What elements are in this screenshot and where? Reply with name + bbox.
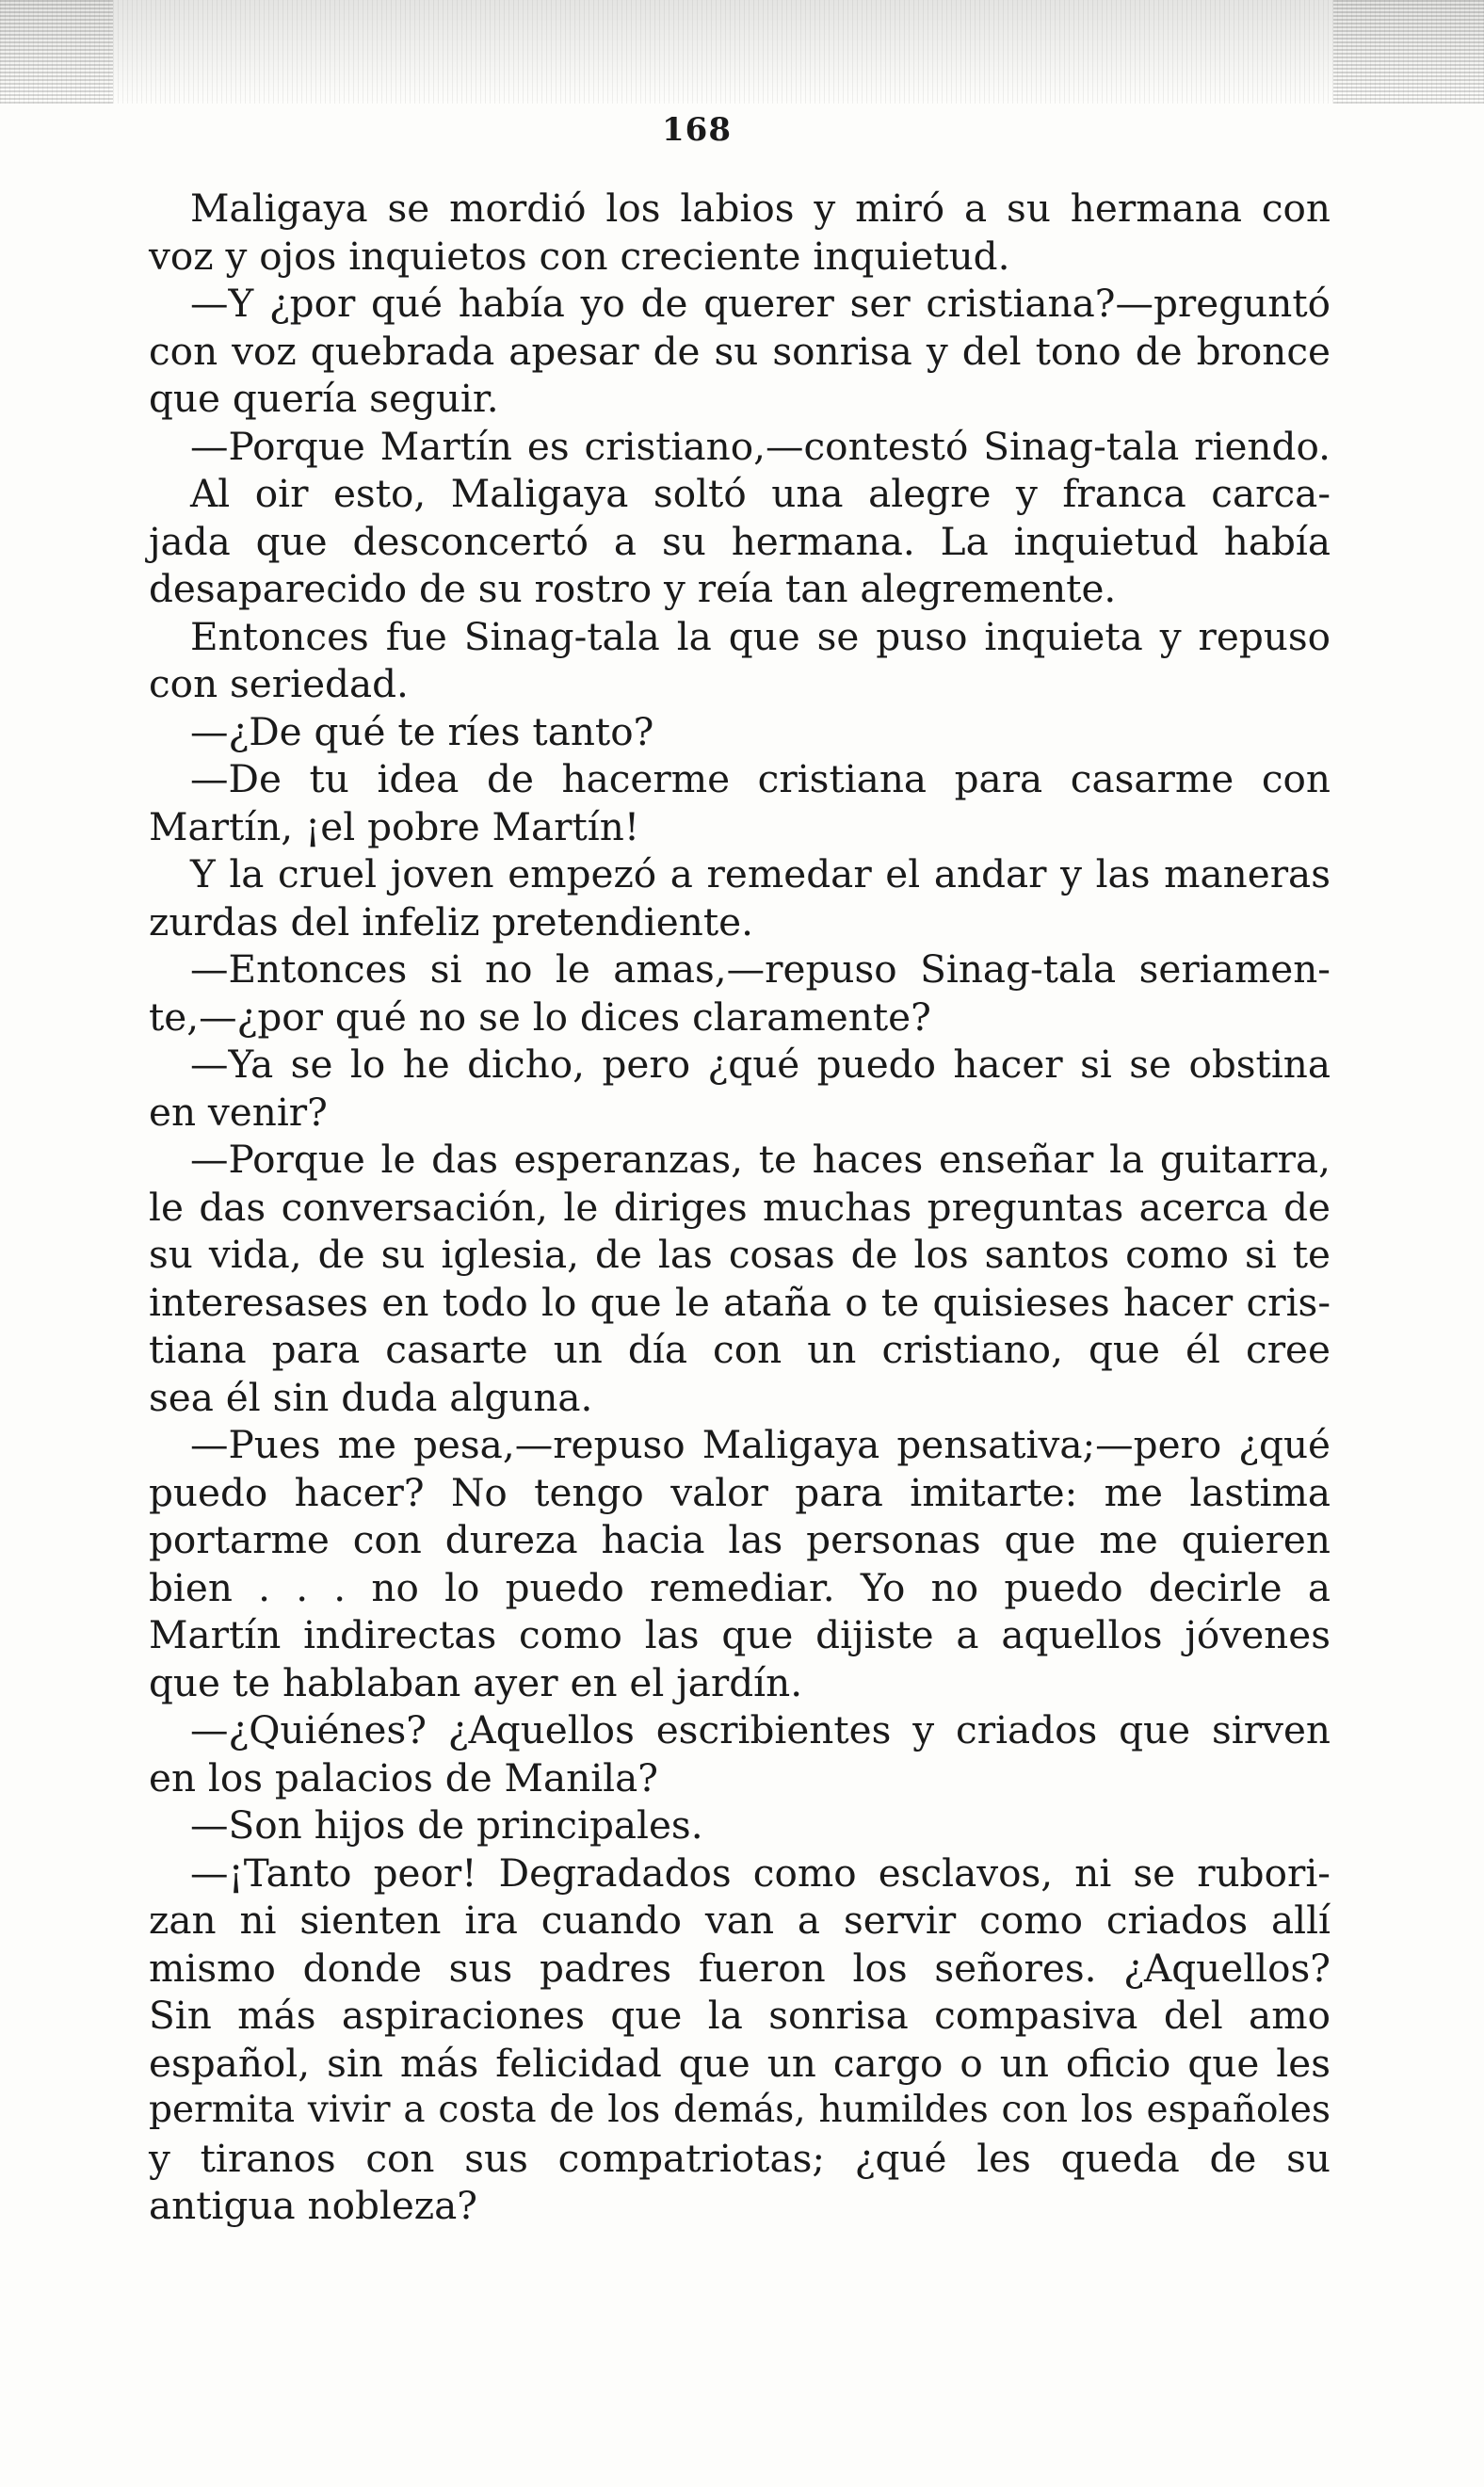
text-line: —¿Quiénes? ¿Aquellos escribientes y criados que sirven — [190, 1707, 1331, 1752]
text-line: zan ni sienten ira cuando van a servir como criados allí — [149, 1898, 1331, 1943]
text-line: mismo donde sus padres fueron los señores. ¿Aquellos? — [149, 1945, 1331, 1991]
text-line: —Porque Martín es cristiano,—contestó Sinag-tala riendo. — [190, 423, 1331, 469]
text-line: Entonces fue Sinag-tala la que se puso inquieta y repuso — [190, 613, 1331, 659]
body-text — [149, 185, 1331, 2230]
text-line: Y la cruel joven empezó a remedar el andar y las maneras — [190, 851, 1331, 896]
scan-edge-noise-right — [1333, 0, 1484, 104]
text-line: —Porque le das esperanzas, te haces enseñar la guitarra, — [190, 1137, 1331, 1182]
text-line: —Ya se lo he dicho, pero ¿qué puedo hacer si se obstina — [190, 1042, 1331, 1087]
text-line: antigua nobleza? — [149, 2183, 477, 2228]
text-line: en los palacios de Manila? — [149, 1754, 658, 1801]
text-line: te,—¿por qué no se lo dices claramente? — [149, 993, 931, 1040]
text-line: y tiranos con sus compatriotas; ¿qué les queda de su — [149, 2135, 1331, 2181]
text-line: —De tu idea de hacerme cristiana para casarme con — [190, 756, 1331, 801]
text-line: que quería seguir. — [149, 376, 499, 421]
text-line: —Son hijos de principales. — [190, 1802, 703, 1848]
text-line: en venir? — [149, 1089, 328, 1135]
text-line: Al oir esto, Maligaya soltó una alegre y franca carca- — [190, 471, 1331, 516]
scan-edge-noise — [0, 0, 1484, 104]
text-line: —Pues me pesa,—repuso Maligaya pensativa;—pero ¿qué — [190, 1422, 1331, 1467]
text-line: sea él sin duda alguna. — [149, 1374, 593, 1420]
text-line: permita vivir a costa de los demás, humildes con los españoles — [149, 2089, 1331, 2131]
text-line: desaparecido de su rostro y reía tan alegremente. — [149, 566, 1117, 611]
text-line: su vida, de su iglesia, de las cosas de los santos como si te — [149, 1232, 1331, 1277]
text-line: con voz quebrada apesar de su sonrisa y del tono de bronce — [149, 328, 1331, 374]
text-line: español, sin más felicidad que un cargo o un oficio que les — [149, 2040, 1331, 2086]
scan-edge-noise-left — [0, 0, 113, 104]
text-line: —Y ¿por qué había yo de querer ser cristiana?—preguntó — [190, 281, 1331, 326]
text-line: Martín, ¡el pobre Martín! — [149, 803, 640, 849]
text-line: —¡Tanto peor! Degradados como esclavos, ni se rubori- — [190, 1849, 1331, 1896]
text-line: puedo hacer? No tengo valor para imitarte: me lastima — [149, 1469, 1331, 1515]
text-line: —Entonces si no le amas,—repuso Sinag-tala seriamen- — [190, 946, 1331, 992]
text-line: Martín indirectas como las que dijiste a aquellos jóvenes — [149, 1612, 1331, 1657]
text-line: interesases en todo lo que le ataña o te quisieses hacer cris- — [149, 1279, 1331, 1325]
text-line: Sin más aspiraciones que la sonrisa compasiva del amo — [149, 1993, 1331, 2038]
text-line: —¿De qué te ríes tanto? — [190, 708, 654, 754]
page-number: 168 — [662, 111, 732, 149]
text-line: bien . . . no lo puedo remediar. Yo no puedo decirle a — [149, 1564, 1331, 1610]
text-line: le das conversación, le diriges muchas preguntas acerca de — [149, 1184, 1331, 1230]
text-line: portarme con dureza hacia las personas que me quieren — [149, 1517, 1331, 1562]
text-line: con seriedad. — [149, 661, 409, 706]
text-line: zurdas del infeliz pretendiente. — [149, 898, 753, 945]
text-line: jada que desconcertó a su hermana. La inquietud había — [149, 518, 1331, 564]
text-line: que te hablaban ayer en el jardín. — [149, 1659, 803, 1705]
text-line: Maligaya se mordió los labios y miró a su hermana con — [190, 186, 1331, 231]
text-line: tiana para casarte un día con un cristiano, que él cree — [149, 1327, 1331, 1372]
text-line: voz y ojos inquietos con creciente inquietud. — [149, 233, 1010, 279]
